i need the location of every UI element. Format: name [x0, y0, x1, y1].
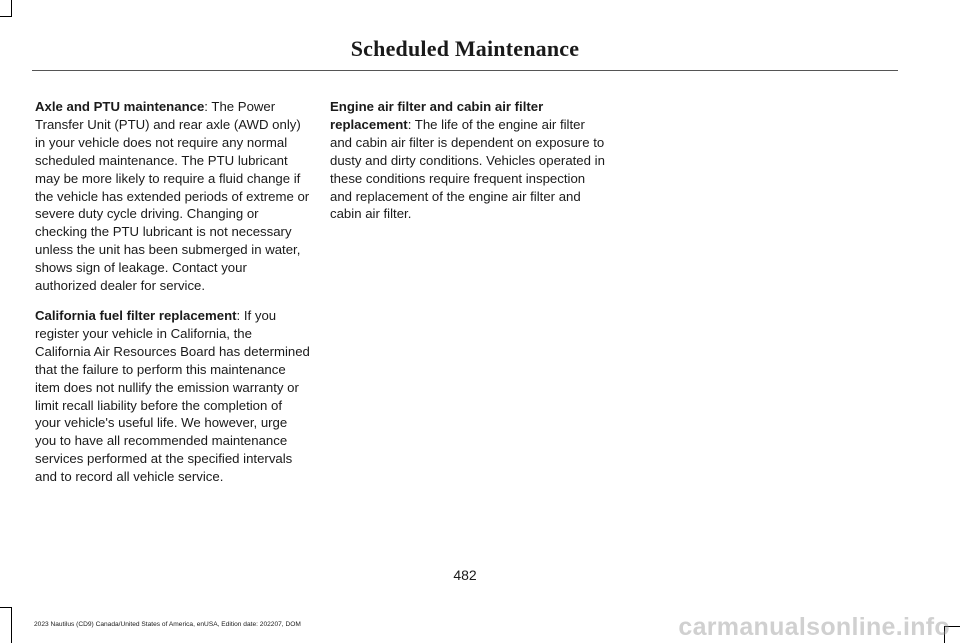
paragraph-fuel-filter	[35, 307, 311, 486]
paragraph-text: : The life of the engine air filter and cabin air filter is dependent on exposure to dusty and dirty conditions. Vehicles operated in these conditions require frequent inspection and replacement of the engine air filter and cabin air filter.	[330, 116, 605, 222]
crop-mark-bottom-left-vertical	[11, 607, 12, 643]
paragraph-term: Engine air filter and cabin air filter replacement	[330, 99, 544, 132]
watermark: carmanualsonline.info	[678, 613, 950, 641]
paragraph-air-filter	[330, 98, 606, 223]
crop-mark-top-left-vertical	[11, 0, 12, 16]
page-number: 482	[453, 567, 477, 583]
paragraph-term: Axle and PTU maintenance	[35, 99, 205, 114]
right-column	[330, 98, 606, 235]
page-title: Scheduled Maintenance	[350, 36, 580, 61]
crop-mark-bottom-left-horizontal	[0, 607, 12, 608]
paragraph-term: California fuel filter replacement	[35, 307, 237, 323]
header-rule	[32, 70, 898, 71]
paragraph-axle-ptu	[35, 98, 311, 295]
left-column	[35, 98, 311, 498]
crop-mark-top-left-horizontal	[0, 16, 12, 17]
paragraph-text: : If you register your vehicle in California, the California Air Resources Board has determined that the failure to perform this maintenance item does not nullify the emission warranty or limit recall liability before the completion of your vehicle's useful life. We however, urge you to have all recommended maintenance services performed at the specified intervals and to record all vehicle service.	[35, 307, 310, 485]
footer-edition-info: 2023 Nautilus (CD9) Canada/United States of America, enUSA, Edition date: 202207, DOM	[34, 621, 301, 628]
paragraph-text: : The Power Transfer Unit (PTU) and rear axle (AWD only) in your vehicle does not require any normal scheduled maintenance. The PTU lubricant may be more likely to require a fluid change if the vehicle has extended periods of extreme or severe duty cycle driving. Changing or checking the PTU lubricant is not necessary unless the unit has been submerged in water, shows sign of leakage. Contact your authorized dealer for service.	[35, 99, 310, 294]
